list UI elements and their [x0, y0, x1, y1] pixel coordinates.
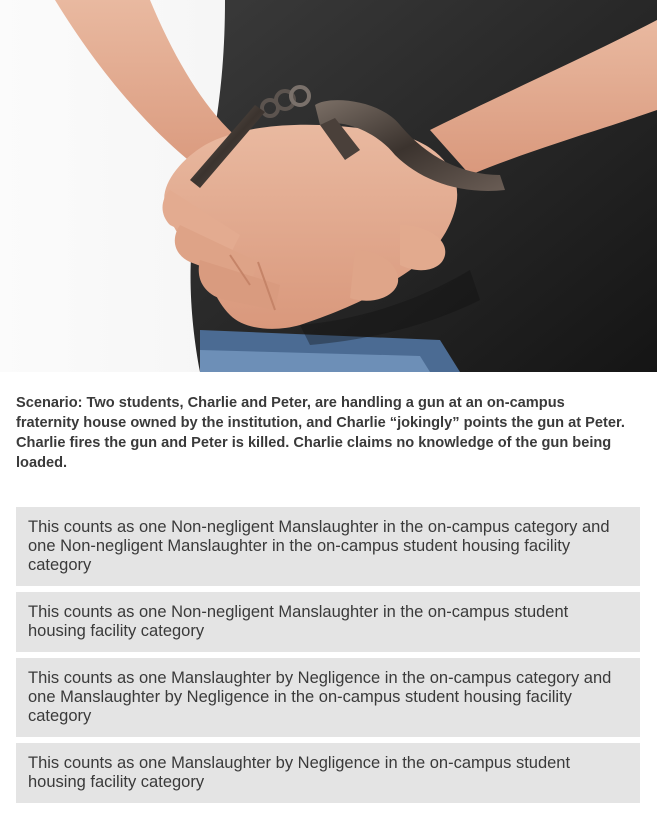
answer-options: [16, 507, 640, 803]
answer-option-4[interactable]: This counts as one Manslaughter by Negligence in the on-campus student housing facility category: [16, 743, 640, 803]
answer-option-1[interactable]: This counts as one Non-negligent Manslaughter in the on-campus category and one Non-negligent Manslaughter in the on-campus student housing facility category: [16, 507, 640, 586]
answer-option-3[interactable]: This counts as one Manslaughter by Negligence in the on-campus category and one Manslaughter by Negligence in the on-campus student housing facility category: [16, 658, 640, 737]
hero-image: [0, 0, 657, 372]
scenario-text: Scenario: Two students, Charlie and Peter, are handling a gun at an on-campus fraternity house owned by the institution, and Charlie “jokingly” points the gun at Peter. Charlie fires the gun and Peter is killed. Charlie claims no knowledge of the gun being loaded.: [16, 395, 625, 471]
answer-option-2[interactable]: This counts as one Non-negligent Manslaughter in the on-campus student housing facility category: [16, 592, 640, 652]
handcuffed-hands-photo-icon: [0, 0, 657, 372]
